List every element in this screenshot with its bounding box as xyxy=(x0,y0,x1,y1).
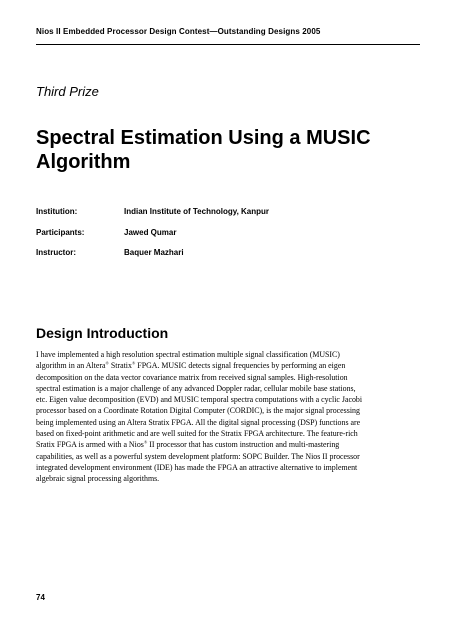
body-line: being implemented using an Altera Stratix FPGA. All the digital signal processing (DSP) functions are xyxy=(36,417,361,427)
body-fragment: algorithm in an Altera xyxy=(36,361,106,371)
body-paragraph xyxy=(36,349,426,485)
body-fragment: FPGA. MUSIC detects signal frequencies by performing an eigen xyxy=(135,361,346,371)
body-line: algebraic signal processing algorithms. xyxy=(36,474,160,484)
section-heading: Design Introduction xyxy=(36,325,169,341)
registered-mark: ® xyxy=(131,360,136,366)
body-line: I have implemented a high resolution spectral estimation multiple signal classification (MUSIC) xyxy=(36,350,340,359)
registered-mark: ® xyxy=(143,439,148,445)
body-line xyxy=(36,360,426,371)
institution-row xyxy=(36,207,269,216)
instructor-label: Instructor: xyxy=(36,248,76,257)
participants-row xyxy=(36,228,176,237)
body-line: processor based on a Coordinate Rotation Digital Computer (CORDIC), is the major signal processing xyxy=(36,406,360,416)
institution-label: Institution: xyxy=(36,207,78,216)
title-line-2: Algorithm xyxy=(36,151,131,173)
body-fragment: Sratix FPGA is armed with a Nios xyxy=(36,440,144,450)
page-title xyxy=(36,126,416,174)
instructor-row xyxy=(36,248,184,257)
body-line: capabilities, as well as a powerful system development platform: SOPC Builder. The Nios II processor xyxy=(36,451,360,461)
body-line: etc. Eigen value decomposition (EVD) and MUSIC temporal spectra computations with a cyclic Jacobi xyxy=(36,395,363,405)
instructor-value: Baquer Mazhari xyxy=(124,248,184,257)
body-line: decomposition on the data vector covariance matrix from received signal samples. High-resolution xyxy=(36,372,348,382)
page-number: 74 xyxy=(36,593,45,602)
participants-value: Jawed Qumar xyxy=(124,228,177,237)
body-fragment: II processor that has custom instruction and multi-mastering xyxy=(147,440,340,450)
body-line: based on fixed-point arithmetic and are well suited for the Stratix FPGA architecture. The feature-rich xyxy=(36,429,358,439)
institution-value: Indian Institute of Technology, Kanpur xyxy=(124,207,270,216)
body-fragment: Stratix xyxy=(108,361,132,371)
header-rule xyxy=(36,44,420,45)
body-line xyxy=(36,439,426,450)
body-line: spectral estimation is a major challenge of any advanced Doppler radar, cellular mobile base stations, xyxy=(36,383,356,393)
title-line-1: Spectral Estimation Using a MUSIC xyxy=(36,127,371,149)
running-header: Nios II Embedded Processor Design Contest—Outstanding Designs 2005 xyxy=(36,27,321,36)
prize-label: Third Prize xyxy=(36,84,99,99)
body-line: integrated development environment (IDE) has made the FPGA an attractive alternative to implement xyxy=(36,462,358,472)
participants-label: Participants: xyxy=(36,228,85,237)
registered-mark: ® xyxy=(105,360,109,366)
